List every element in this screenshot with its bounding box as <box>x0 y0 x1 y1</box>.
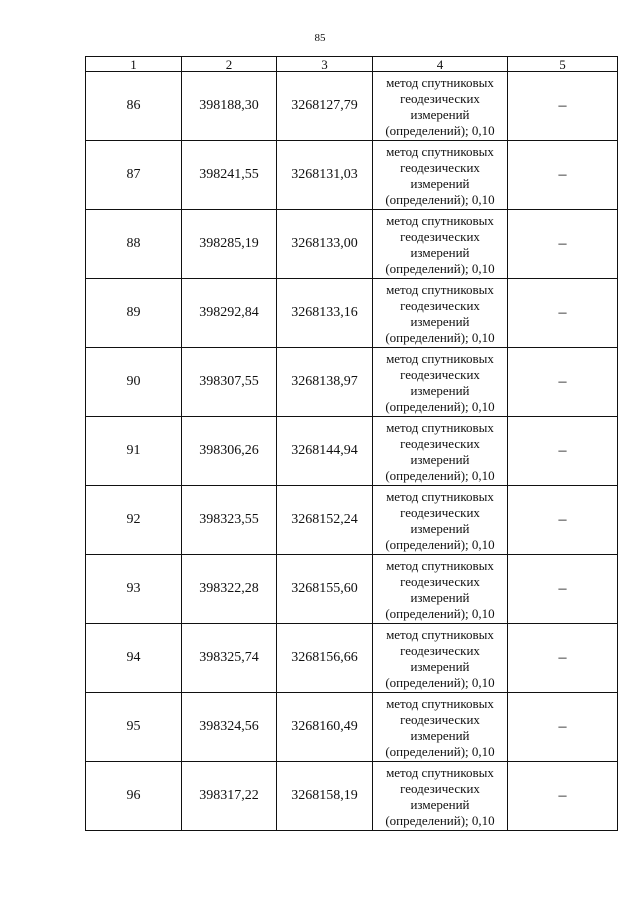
x-coordinate-cell: 398307,55 <box>182 348 277 417</box>
note-cell: – <box>508 210 618 279</box>
y-coordinate-cell: 3268133,16 <box>277 279 373 348</box>
x-coordinate-cell: 398285,19 <box>182 210 277 279</box>
point-number-cell: 94 <box>86 624 182 693</box>
table-row <box>86 624 618 693</box>
table-body <box>86 72 618 831</box>
x-coordinate-cell: 398317,22 <box>182 762 277 831</box>
point-number-cell: 86 <box>86 72 182 141</box>
note-cell: – <box>508 348 618 417</box>
x-coordinate-cell: 398292,84 <box>182 279 277 348</box>
note-cell: – <box>508 762 618 831</box>
method-cell: метод спутниковых геодезических измерений (определений); 0,10 <box>373 72 508 141</box>
method-cell: метод спутниковых геодезических измерений (определений); 0,10 <box>373 348 508 417</box>
table-row <box>86 279 618 348</box>
x-coordinate-cell: 398188,30 <box>182 72 277 141</box>
note-cell: – <box>508 555 618 624</box>
table-header-row <box>86 57 618 72</box>
table-row <box>86 72 618 141</box>
x-coordinate-cell: 398324,56 <box>182 693 277 762</box>
method-cell: метод спутниковых геодезических измерений (определений); 0,10 <box>373 624 508 693</box>
point-number-cell: 90 <box>86 348 182 417</box>
note-cell: – <box>508 624 618 693</box>
method-cell: метод спутниковых геодезических измерений (определений); 0,10 <box>373 693 508 762</box>
table-row <box>86 693 618 762</box>
column-header-5: 5 <box>508 57 618 72</box>
y-coordinate-cell: 3268158,19 <box>277 762 373 831</box>
point-number-cell: 88 <box>86 210 182 279</box>
y-coordinate-cell: 3268127,79 <box>277 72 373 141</box>
table-row <box>86 486 618 555</box>
point-number-cell: 96 <box>86 762 182 831</box>
note-cell: – <box>508 693 618 762</box>
point-number-cell: 89 <box>86 279 182 348</box>
table-row <box>86 762 618 831</box>
y-coordinate-cell: 3268131,03 <box>277 141 373 210</box>
y-coordinate-cell: 3268133,00 <box>277 210 373 279</box>
y-coordinate-cell: 3268155,60 <box>277 555 373 624</box>
method-cell: метод спутниковых геодезических измерений (определений); 0,10 <box>373 486 508 555</box>
note-cell: – <box>508 417 618 486</box>
table-row <box>86 210 618 279</box>
y-coordinate-cell: 3268152,24 <box>277 486 373 555</box>
column-header-4: 4 <box>373 57 508 72</box>
x-coordinate-cell: 398241,55 <box>182 141 277 210</box>
note-cell: – <box>508 486 618 555</box>
column-header-2: 2 <box>182 57 277 72</box>
table-row <box>86 417 618 486</box>
x-coordinate-cell: 398322,28 <box>182 555 277 624</box>
column-header-1: 1 <box>86 57 182 72</box>
y-coordinate-cell: 3268156,66 <box>277 624 373 693</box>
point-number-cell: 91 <box>86 417 182 486</box>
note-cell: – <box>508 279 618 348</box>
method-cell: метод спутниковых геодезических измерений (определений); 0,10 <box>373 555 508 624</box>
y-coordinate-cell: 3268160,49 <box>277 693 373 762</box>
method-cell: метод спутниковых геодезических измерений (определений); 0,10 <box>373 210 508 279</box>
point-number-cell: 93 <box>86 555 182 624</box>
point-number-cell: 92 <box>86 486 182 555</box>
note-cell: – <box>508 141 618 210</box>
note-cell: – <box>508 72 618 141</box>
table-row <box>86 348 618 417</box>
point-number-cell: 87 <box>86 141 182 210</box>
table-row <box>86 141 618 210</box>
method-cell: метод спутниковых геодезических измерений (определений); 0,10 <box>373 141 508 210</box>
y-coordinate-cell: 3268144,94 <box>277 417 373 486</box>
x-coordinate-cell: 398325,74 <box>182 624 277 693</box>
method-cell: метод спутниковых геодезических измерений (определений); 0,10 <box>373 417 508 486</box>
x-coordinate-cell: 398306,26 <box>182 417 277 486</box>
method-cell: метод спутниковых геодезических измерений (определений); 0,10 <box>373 762 508 831</box>
method-cell: метод спутниковых геодезических измерений (определений); 0,10 <box>373 279 508 348</box>
page-number: 85 <box>314 32 326 44</box>
point-number-cell: 95 <box>86 693 182 762</box>
coordinates-table <box>85 56 618 831</box>
column-header-3: 3 <box>277 57 373 72</box>
table-row <box>86 555 618 624</box>
x-coordinate-cell: 398323,55 <box>182 486 277 555</box>
y-coordinate-cell: 3268138,97 <box>277 348 373 417</box>
